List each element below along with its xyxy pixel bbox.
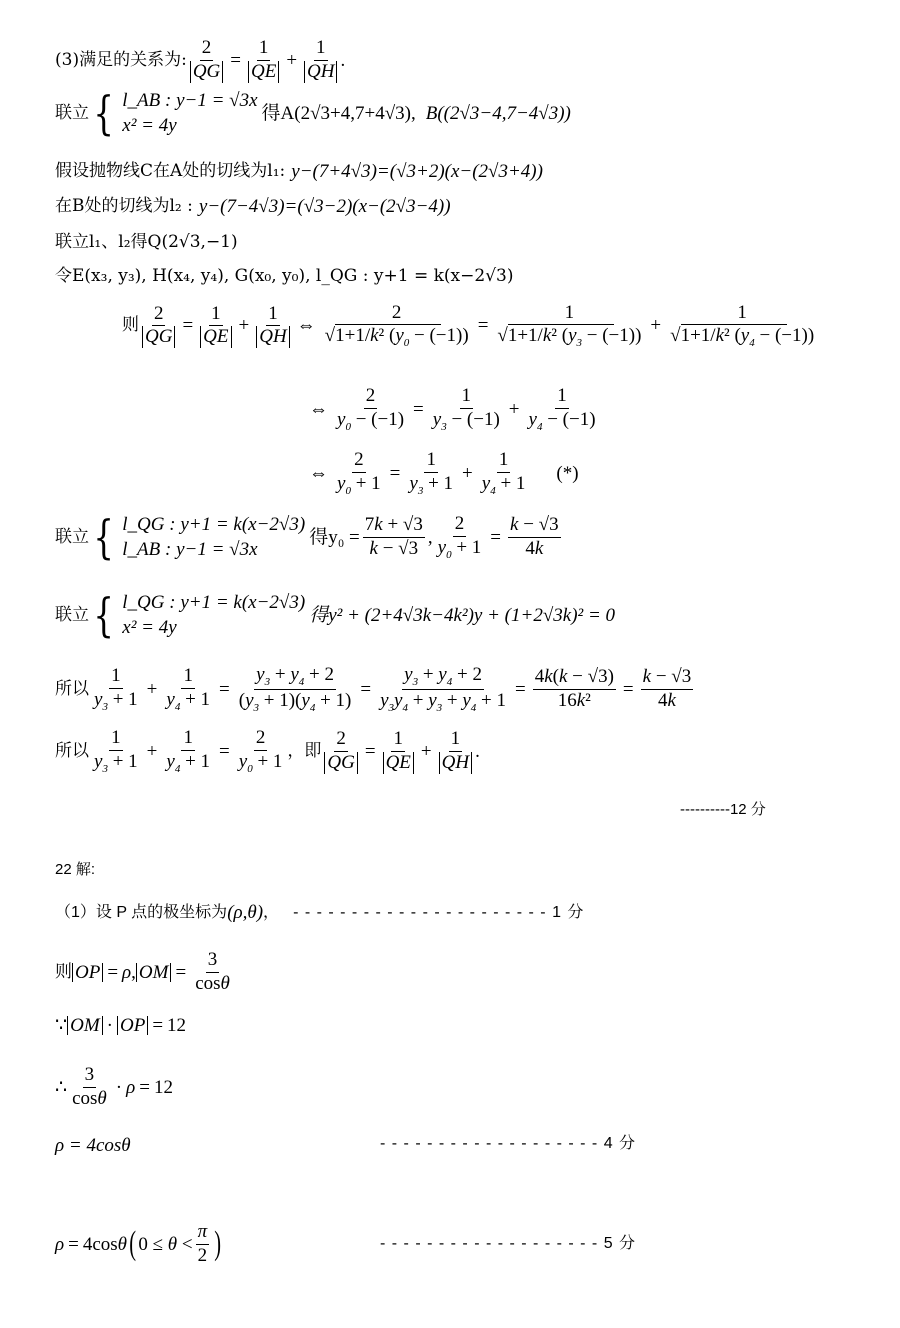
tangent-b-line	[55, 197, 451, 216]
equiv-line-3: ⇔ $\frac{2}{y_0 + 1}$ = $\frac{1}{y_3 + 1}$ + $\frac{1}{y_4 + 1}$ (*)	[309, 449, 579, 497]
part1-label: （1）设 P 点的极坐标为	[55, 903, 228, 921]
ji-label: 即	[304, 740, 322, 761]
parab-eq-2: x² = 4y	[122, 617, 177, 638]
lqg-eq: l_QG : y+1 = k(x−2√3)	[122, 514, 306, 536]
star-mark: (*)	[556, 462, 579, 484]
result-line	[55, 1136, 131, 1155]
intersect-label: 联立l₁、l₂得Q(2√3,−1)	[55, 232, 238, 252]
tangent-a-line	[55, 162, 543, 181]
parab-eq: x² = 4y	[122, 115, 177, 136]
dashes-4: - - - - - - - - - - - - - - - - - - - 4 分	[380, 1135, 637, 1152]
system-ab	[122, 91, 257, 135]
lianli-label-3: 联立	[55, 604, 89, 625]
system-qg-parab-line: 联立 { l_QG : y+1 = k(x−2√3) x² = 4y 得y² + (2+4√3k−4k²)y + (1+2√3k)² = 0	[55, 588, 616, 642]
tangent-a-label: 假设抛物线C在A处的切线为l₁:	[55, 161, 286, 181]
intersect-line	[55, 234, 238, 251]
let-line	[55, 268, 514, 285]
suoyi-label-2: 所以	[55, 740, 89, 761]
dashes-1: - - - - - - - - - - - - - - - - - - - - - - 1 分	[293, 903, 585, 921]
tangent-b-eq: y−(7−4√3)=(√3−2)(x−(2√3−4))	[198, 196, 451, 217]
result-domain-line: ρ = 4cosθ ( 0 ≤ θ < $\frac{\pi}{2}$ )	[55, 1221, 222, 1266]
polar-coord: (ρ,θ)	[227, 902, 264, 923]
part1-line: （1）设 P 点的极坐标为 (ρ,θ) ， - - - - - - - - - - - - - - - - - - - - - - 1 分	[55, 902, 585, 923]
ze-label: 则	[122, 315, 139, 336]
dashes-5: - - - - - - - - - - - - - - - - - - - 5 分	[380, 1235, 637, 1252]
result-eq: ρ = 4cosθ	[55, 1135, 131, 1156]
get-b: B((2√3−4,7−4√3))	[425, 102, 571, 124]
lianli-label: 联立	[55, 102, 89, 123]
frac-1-qe: $\frac{1}{QE}$	[248, 38, 279, 83]
get-y0: 得y₀ =	[309, 526, 360, 548]
lab-eq-2: l_AB : y−1 = √3x	[122, 539, 258, 561]
let-label: 令E(x₃, y₃), H(x₄, y₄), G(x₀, y₀), l_QG : y+1 = k(x−2√3)	[55, 266, 514, 286]
lianli-label-2: 联立	[55, 526, 89, 547]
lqg-eq-2: l_QG : y+1 = k(x−2√3)	[122, 592, 306, 613]
suoyi-label: 所以	[55, 678, 89, 699]
because-line: ∵ OM · OP = 12	[55, 1015, 187, 1036]
frac-1-qh: $\frac{1}{QH}$	[304, 38, 337, 83]
q22-title: 22 解:	[55, 861, 96, 878]
lab-eq: l_AB : y−1 = √3x	[122, 90, 258, 111]
tangent-b-label: 在B处的切线为l₂ :	[55, 196, 193, 216]
tangent-a-eq: y−(7+4√3)=(√3+2)(x−(2√3+4))	[291, 161, 543, 182]
relation-line: (3)满足的关系为: $\frac{2}{QG}$ = $\frac{1}{QE}$ + $\frac{1}{QH}$ .	[55, 37, 346, 82]
left-brace: {	[93, 86, 114, 140]
equiv-line-1: 则 $\frac{2}{QG}$ = $\frac{1}{QE}$ + $\frac{1}{QH}$ ⇔ $\frac{2}{√1+1/k^2 (y_0 - (-1))}$ = $\frac{1}{√1+1/k^2 (y_3 - (-1))}$ + $\frac{1}{√1+1/k^2 (y_4 - (-1))}$	[122, 302, 815, 349]
suoyi-line-1: 所以 $\frac{1}{y_3 + 1}$ + $\frac{1}{y_4 + 1}$ = $\frac{y_3 + y_4 + 2}{(y_3 + 1)(y_4 + 1)}$ = $\frac{y_3 + y_4 + 2}{y_3y_4 + y_3 + y_4 + 1}$ = $\frac{4k(k - √3)}{\text{16k²}}$ = $\frac{k - √3}{4k}$	[55, 664, 692, 714]
system-ab-line	[55, 86, 571, 140]
therefore-line: ∴ $\frac{3}{\cos\theta}$ · ρ = 12	[55, 1064, 173, 1109]
suoyi-line-2: 所以 $\frac{1}{y_3 + 1}$ + $\frac{1}{y_4 + 1}$ = $\frac{2}{y_0 + 1}$ ， 即 $\frac{2}{QG}$ = $\frac{1}{QE}$ + $\frac{1}{QH}$ .	[55, 727, 480, 775]
system-qg-ab-line: 联立 { l_QG : y+1 = k(x−2√3) l_AB : y−1 = √3x 得y₀ = $\frac{7k + √3}{k - √3}$ , $\frac{2}{y_0 + 1}$ = $\frac{k - √3}{4k}$	[55, 510, 559, 565]
intro-label: (3)满足的关系为:	[55, 49, 187, 70]
get-a: 得A(2√3+4,7+4√3),	[261, 102, 416, 124]
equiv-line-2: ⇔ $\frac{2}{y_0 - (-1)}$ = $\frac{1}{y_3 - (-1)}$ + $\frac{1}{y_4 - (-1)}$	[309, 385, 596, 433]
op-om-line: 则 OP = ρ , OM = $\frac{3}{\cos\theta}$	[55, 949, 230, 994]
frac-2-qg: $\frac{2}{QG}$	[190, 38, 223, 83]
score-12: ----------12 分	[680, 801, 766, 818]
get-quad: 得y² + (2+4√3k−4k²)y + (1+2√3k)² = 0	[309, 604, 616, 626]
